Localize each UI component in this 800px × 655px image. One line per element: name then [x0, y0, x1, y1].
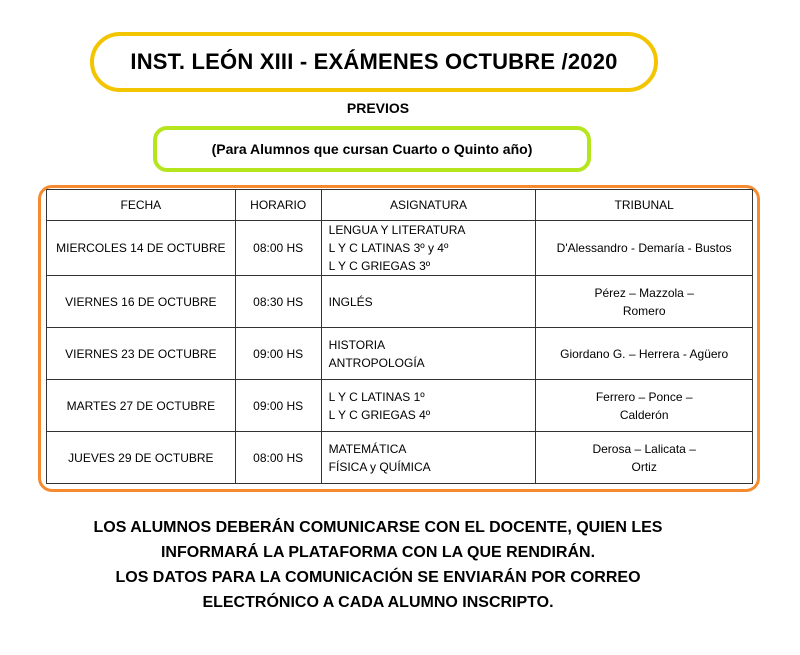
fecha-cell: MARTES 27 DE OCTUBRE [47, 380, 236, 432]
table-row [47, 328, 753, 380]
asignatura-line: HISTORIA [328, 337, 386, 352]
title-box [90, 32, 658, 92]
asignatura-line: L Y C GRIEGAS 4º [328, 407, 431, 422]
tribunal-line: Giordano G. – Herrera - Agüero [560, 346, 729, 361]
fecha-cell: MIERCOLES 14 DE OCTUBRE [47, 221, 236, 276]
tribunal-line: Calderón [619, 407, 669, 422]
asignatura-cell [321, 221, 536, 276]
exam-schedule-table [46, 189, 753, 484]
tribunal-cell [536, 276, 753, 328]
asignatura-line: L Y C GRIEGAS 3º [328, 259, 431, 273]
tribunal-cell [536, 328, 753, 380]
asignatura-line: L Y C LATINAS 3º y 4º [328, 241, 449, 255]
column-header-tribunal: TRIBUNAL [536, 190, 753, 221]
horario-cell: 09:00 HS [235, 380, 321, 432]
asignatura-cell [321, 380, 536, 432]
subtitle-box [153, 126, 591, 172]
asignatura-line: FÍSICA y QUÍMICA [328, 459, 431, 474]
table-row [47, 221, 753, 276]
horario-cell: 08:00 HS [235, 432, 321, 484]
page-title: INST. LEÓN XIII - EXÁMENES OCTUBRE /2020 [130, 49, 618, 74]
section-label: PREVIOS [346, 100, 410, 116]
tribunal-line: Ferrero – Ponce – [595, 389, 693, 404]
asignatura-line: LENGUA Y LITERATURA [328, 223, 466, 237]
footer-notice [0, 515, 756, 615]
asignatura-line: L Y C LATINAS 1º [328, 389, 425, 404]
table-row [47, 432, 753, 484]
asignatura-cell [321, 276, 536, 328]
footer-line: LOS DATOS PARA LA COMUNICACIÓN SE ENVIARÁN POR CORREO [115, 569, 641, 586]
asignatura-line: MATEMÁTICA [328, 441, 407, 456]
tribunal-line: Derosa – Lalicata – [592, 441, 696, 456]
fecha-cell: VIERNES 23 DE OCTUBRE [47, 328, 236, 380]
footer-line: LOS ALUMNOS DEBERÁN COMUNICARSE CON EL DOCENTE, QUIEN LES [93, 519, 663, 536]
fecha-cell: JUEVES 29 DE OCTUBRE [47, 432, 236, 484]
tribunal-line: Romero [622, 303, 666, 318]
asignatura-cell [321, 328, 536, 380]
tribunal-cell [536, 432, 753, 484]
footer-line: INFORMARÁ LA PLATAFORMA CON LA QUE RENDIRÁN. [160, 544, 596, 561]
tribunal-cell [536, 380, 753, 432]
tribunal-cell [536, 221, 753, 276]
asignatura-line: ANTROPOLOGÍA [328, 355, 425, 370]
asignatura-line: INGLÉS [328, 294, 373, 309]
horario-cell: 08:00 HS [235, 221, 321, 276]
horario-cell: 09:00 HS [235, 328, 321, 380]
fecha-cell: VIERNES 16 DE OCTUBRE [47, 276, 236, 328]
column-header-fecha: FECHA [47, 190, 236, 221]
footer-line: ELECTRÓNICO A CADA ALUMNO INSCRIPTO. [202, 594, 554, 611]
tribunal-line: Pérez – Mazzola – [594, 285, 694, 300]
horario-cell: 08:30 HS [235, 276, 321, 328]
column-header-asignatura: ASIGNATURA [321, 190, 536, 221]
tribunal-line: D'Alessandro - Demaría - Bustos [556, 241, 732, 255]
tribunal-line: Ortiz [631, 459, 657, 474]
page-subtitle: (Para Alumnos que cursan Cuarto o Quinto año) [211, 141, 533, 157]
column-header-horario: HORARIO [235, 190, 321, 221]
table-header-row [47, 190, 753, 221]
table-row [47, 380, 753, 432]
table-row [47, 276, 753, 328]
asignatura-cell [321, 432, 536, 484]
